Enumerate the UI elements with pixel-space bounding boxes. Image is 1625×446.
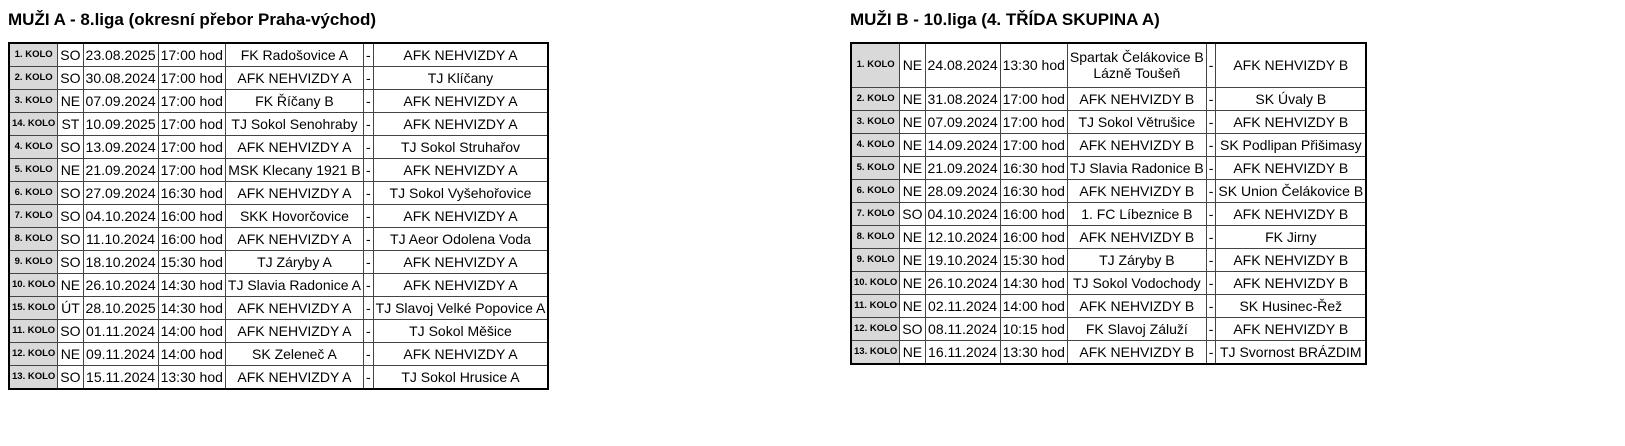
match-row: [851, 202, 1366, 225]
away-team-cell: AFK NEHVIZDY A: [373, 159, 548, 182]
match-row: [851, 271, 1366, 294]
home-team-cell: AFK NEHVIZDY A: [225, 320, 363, 343]
round-label: 9. KOLO: [851, 248, 900, 271]
home-team-cell: TJ Slavia Radonice A: [225, 274, 363, 297]
time-cell: 14:00 hod: [158, 343, 225, 366]
away-team-cell: AFK NEHVIZDY A: [373, 43, 548, 67]
round-label: 10. KOLO: [851, 271, 900, 294]
separator-cell: -: [363, 67, 373, 90]
day-cell: SO: [58, 205, 83, 228]
day-cell: NE: [900, 294, 925, 317]
home-team-cell: TJ Sokol Senohraby: [225, 113, 363, 136]
time-cell: 15:30 hod: [158, 251, 225, 274]
round-label: 12. KOLO: [9, 343, 58, 366]
day-cell: SO: [58, 366, 83, 390]
home-team-cell: TJ Záryby A: [225, 251, 363, 274]
separator-cell: -: [1206, 110, 1216, 133]
separator-cell: -: [1206, 317, 1216, 340]
separator-cell: -: [1206, 225, 1216, 248]
away-team-cell: AFK NEHVIZDY A: [373, 113, 548, 136]
time-cell: 16:30 hod: [158, 182, 225, 205]
day-cell: SO: [900, 317, 925, 340]
schedule-table-b: [850, 42, 1367, 365]
separator-cell: -: [363, 251, 373, 274]
day-cell: SO: [58, 228, 83, 251]
round-label: 5. KOLO: [9, 159, 58, 182]
day-cell: SO: [900, 202, 925, 225]
away-team-cell: SK Podlipan Přišimasy: [1216, 133, 1366, 156]
home-team-cell: TJ Záryby B: [1067, 248, 1206, 271]
away-team-cell: AFK NEHVIZDY A: [373, 274, 548, 297]
home-team-cell: FK Říčany B: [225, 90, 363, 113]
match-row: [851, 248, 1366, 271]
day-cell: SO: [58, 136, 83, 159]
round-label: 1. KOLO: [9, 43, 58, 67]
time-cell: 16:00 hod: [158, 205, 225, 228]
separator-cell: -: [363, 366, 373, 390]
home-team-cell: FK Radošovice A: [225, 43, 363, 67]
day-cell: NE: [900, 43, 925, 87]
time-cell: 16:30 hod: [1000, 156, 1067, 179]
day-cell: SO: [58, 251, 83, 274]
day-cell: SO: [58, 320, 83, 343]
day-cell: ÚT: [58, 297, 83, 320]
match-row: [851, 156, 1366, 179]
home-team-cell: [1067, 43, 1206, 87]
round-label: 11. KOLO: [851, 294, 900, 317]
time-cell: 13:30 hod: [158, 366, 225, 390]
separator-cell: -: [1206, 271, 1216, 294]
round-label: 2. KOLO: [851, 87, 900, 110]
home-team-line: Lázně Toušeň: [1093, 65, 1181, 82]
home-team-cell: AFK NEHVIZDY A: [225, 67, 363, 90]
time-cell: 17:00 hod: [1000, 110, 1067, 133]
day-cell: NE: [900, 179, 925, 202]
time-cell: 14:30 hod: [1000, 271, 1067, 294]
day-cell: NE: [900, 133, 925, 156]
time-cell: 15:30 hod: [1000, 248, 1067, 271]
date-cell: 07.09.2024: [925, 110, 1000, 133]
time-cell: 13:30 hod: [1000, 340, 1067, 364]
away-team-cell: TJ Sokol Hrusice A: [373, 366, 548, 390]
match-row: [851, 110, 1366, 133]
home-team-cell: AFK NEHVIZDY A: [225, 136, 363, 159]
home-team-cell: MSK Klecany 1921 B: [225, 159, 363, 182]
date-cell: 21.09.2024: [83, 159, 158, 182]
time-cell: 14:00 hod: [1000, 294, 1067, 317]
time-cell: 13:30 hod: [1000, 43, 1067, 87]
match-row: [9, 90, 548, 113]
match-row: [9, 251, 548, 274]
date-cell: 18.10.2024: [83, 251, 158, 274]
separator-cell: -: [363, 43, 373, 67]
day-cell: NE: [58, 90, 83, 113]
separator-cell: -: [363, 113, 373, 136]
away-team-cell: TJ Sokol Struhařov: [373, 136, 548, 159]
date-cell: 16.11.2024: [925, 340, 1000, 364]
separator-cell: -: [1206, 179, 1216, 202]
time-cell: 10:15 hod: [1000, 317, 1067, 340]
home-team-cell: AFK NEHVIZDY B: [1067, 179, 1206, 202]
away-team-cell: TJ Slavoj Velké Popovice A: [373, 297, 548, 320]
away-team-cell: TJ Sokol Měšice: [373, 320, 548, 343]
date-cell: 24.08.2024: [925, 43, 1000, 87]
date-cell: 04.10.2024: [83, 205, 158, 228]
home-team-line: Spartak Čelákovice B: [1069, 49, 1204, 66]
time-cell: 17:00 hod: [158, 113, 225, 136]
day-cell: NE: [900, 225, 925, 248]
date-cell: 02.11.2024: [925, 294, 1000, 317]
away-team-cell: AFK NEHVIZDY A: [373, 205, 548, 228]
separator-cell: -: [1206, 87, 1216, 110]
away-team-cell: TJ Svornost BRÁZDIM: [1216, 340, 1366, 364]
date-cell: 04.10.2024: [925, 202, 1000, 225]
round-label: 9. KOLO: [9, 251, 58, 274]
round-label: 2. KOLO: [9, 67, 58, 90]
round-label: 3. KOLO: [851, 110, 900, 133]
round-label: 8. KOLO: [851, 225, 900, 248]
away-team-cell: AFK NEHVIZDY A: [373, 343, 548, 366]
day-cell: NE: [900, 340, 925, 364]
separator-cell: -: [363, 274, 373, 297]
time-cell: 16:30 hod: [1000, 179, 1067, 202]
match-row: [851, 294, 1366, 317]
round-label: 5. KOLO: [851, 156, 900, 179]
day-cell: NE: [900, 248, 925, 271]
away-team-cell: AFK NEHVIZDY B: [1216, 248, 1366, 271]
round-label: 6. KOLO: [9, 182, 58, 205]
home-team-cell: AFK NEHVIZDY B: [1067, 340, 1206, 364]
day-cell: NE: [900, 271, 925, 294]
away-team-cell: AFK NEHVIZDY B: [1216, 317, 1366, 340]
match-row: [851, 225, 1366, 248]
date-cell: 13.09.2024: [83, 136, 158, 159]
separator-cell: -: [1206, 43, 1216, 87]
match-row: [9, 297, 548, 320]
date-cell: 11.10.2024: [83, 228, 158, 251]
time-cell: 17:00 hod: [158, 67, 225, 90]
day-cell: NE: [900, 156, 925, 179]
home-team-cell: AFK NEHVIZDY B: [1067, 87, 1206, 110]
separator-cell: -: [363, 205, 373, 228]
match-row: [9, 113, 548, 136]
time-cell: 17:00 hod: [1000, 87, 1067, 110]
date-cell: 27.09.2024: [83, 182, 158, 205]
section-title-a: MUŽI A - 8.liga (okresní přebor Praha-východ): [8, 10, 377, 29]
date-cell: 01.11.2024: [83, 320, 158, 343]
match-row: [9, 136, 548, 159]
home-team-cell: TJ Sokol Větrušice: [1067, 110, 1206, 133]
home-team-cell: FK Slavoj Záluží: [1067, 317, 1206, 340]
match-row: [9, 228, 548, 251]
day-cell: SO: [58, 43, 83, 67]
away-team-cell: SK Úvaly B: [1216, 87, 1366, 110]
date-cell: 10.09.2025: [83, 113, 158, 136]
date-cell: 28.09.2024: [925, 179, 1000, 202]
separator-cell: -: [363, 159, 373, 182]
round-label: 10. KOLO: [9, 274, 58, 297]
date-cell: 15.11.2024: [83, 366, 158, 390]
separator-cell: -: [363, 343, 373, 366]
time-cell: 14:30 hod: [158, 297, 225, 320]
separator-cell: -: [1206, 340, 1216, 364]
day-cell: NE: [900, 110, 925, 133]
date-cell: 23.08.2025: [83, 43, 158, 67]
round-label: 13. KOLO: [851, 340, 900, 364]
time-cell: 16:00 hod: [1000, 202, 1067, 225]
round-label: 12. KOLO: [851, 317, 900, 340]
date-cell: 08.11.2024: [925, 317, 1000, 340]
time-cell: 14:30 hod: [158, 274, 225, 297]
away-team-cell: AFK NEHVIZDY A: [373, 90, 548, 113]
home-team-cell: AFK NEHVIZDY B: [1067, 294, 1206, 317]
round-label: 7. KOLO: [851, 202, 900, 225]
time-cell: 17:00 hod: [158, 136, 225, 159]
date-cell: 12.10.2024: [925, 225, 1000, 248]
home-team-cell: AFK NEHVIZDY B: [1067, 225, 1206, 248]
round-label: 15. KOLO: [9, 297, 58, 320]
home-team-cell: SK Zeleneč A: [225, 343, 363, 366]
time-cell: 16:00 hod: [158, 228, 225, 251]
section-title-b: MUŽI B - 10.liga (4. TŘÍDA SKUPINA A): [850, 10, 1160, 29]
match-row: [9, 43, 548, 67]
separator-cell: -: [363, 320, 373, 343]
date-cell: 28.10.2025: [83, 297, 158, 320]
day-cell: NE: [58, 343, 83, 366]
time-cell: 16:00 hod: [1000, 225, 1067, 248]
away-team-cell: TJ Sokol Vyšehořovice: [373, 182, 548, 205]
separator-cell: -: [363, 136, 373, 159]
round-label: 7. KOLO: [9, 205, 58, 228]
round-label: 3. KOLO: [9, 90, 58, 113]
day-cell: SO: [58, 182, 83, 205]
time-cell: 14:00 hod: [158, 320, 225, 343]
match-row: [9, 205, 548, 228]
match-row: [9, 159, 548, 182]
home-team-cell: 1. FC Líbeznice B: [1067, 202, 1206, 225]
date-cell: 26.10.2024: [83, 274, 158, 297]
schedule-body-b: [851, 43, 1366, 364]
round-label: 6. KOLO: [851, 179, 900, 202]
day-cell: SO: [58, 67, 83, 90]
away-team-cell: SK Union Čelákovice B: [1216, 179, 1366, 202]
time-cell: 17:00 hod: [158, 90, 225, 113]
separator-cell: -: [363, 228, 373, 251]
home-team-cell: AFK NEHVIZDY A: [225, 228, 363, 251]
separator-cell: -: [363, 297, 373, 320]
time-cell: 17:00 hod: [158, 159, 225, 182]
separator-cell: -: [1206, 202, 1216, 225]
date-cell: 21.09.2024: [925, 156, 1000, 179]
away-team-cell: AFK NEHVIZDY A: [373, 251, 548, 274]
schedule-body-a: [9, 43, 548, 389]
match-row: [851, 317, 1366, 340]
away-team-cell: AFK NEHVIZDY B: [1216, 43, 1366, 87]
date-cell: 30.08.2024: [83, 67, 158, 90]
date-cell: 14.09.2024: [925, 133, 1000, 156]
date-cell: 31.08.2024: [925, 87, 1000, 110]
round-label: 1. KOLO: [851, 43, 900, 87]
round-label: 8. KOLO: [9, 228, 58, 251]
away-team-cell: AFK NEHVIZDY B: [1216, 156, 1366, 179]
match-row: [9, 67, 548, 90]
home-team-cell: AFK NEHVIZDY A: [225, 366, 363, 390]
home-team-cell: TJ Slavia Radonice B: [1067, 156, 1206, 179]
round-label: 13. KOLO: [9, 366, 58, 390]
round-label: 4. KOLO: [851, 133, 900, 156]
round-label: 4. KOLO: [9, 136, 58, 159]
separator-cell: -: [1206, 294, 1216, 317]
away-team-cell: AFK NEHVIZDY B: [1216, 202, 1366, 225]
separator-cell: -: [363, 182, 373, 205]
round-label: 14. KOLO: [9, 113, 58, 136]
match-row: [851, 87, 1366, 110]
home-team-cell: TJ Sokol Vodochody: [1067, 271, 1206, 294]
match-row: [9, 366, 548, 390]
match-row: [9, 343, 548, 366]
date-cell: 09.11.2024: [83, 343, 158, 366]
schedule-table-a: [8, 42, 549, 390]
separator-cell: -: [1206, 248, 1216, 271]
time-cell: 17:00 hod: [1000, 133, 1067, 156]
match-row: [851, 179, 1366, 202]
match-row: [851, 43, 1366, 87]
home-team-cell: AFK NEHVIZDY A: [225, 182, 363, 205]
away-team-cell: SK Husinec-Řež: [1216, 294, 1366, 317]
date-cell: 07.09.2024: [83, 90, 158, 113]
day-cell: NE: [58, 274, 83, 297]
day-cell: NE: [58, 159, 83, 182]
date-cell: 19.10.2024: [925, 248, 1000, 271]
match-row: [851, 340, 1366, 364]
match-row: [9, 182, 548, 205]
match-row: [9, 274, 548, 297]
day-cell: NE: [900, 87, 925, 110]
separator-cell: -: [1206, 156, 1216, 179]
away-team-cell: TJ Aeor Odolena Voda: [373, 228, 548, 251]
home-team-cell: AFK NEHVIZDY A: [225, 297, 363, 320]
match-row: [9, 320, 548, 343]
match-row: [851, 133, 1366, 156]
away-team-cell: FK Jirny: [1216, 225, 1366, 248]
home-team-cell: AFK NEHVIZDY B: [1067, 133, 1206, 156]
separator-cell: -: [363, 90, 373, 113]
away-team-cell: AFK NEHVIZDY B: [1216, 110, 1366, 133]
separator-cell: -: [1206, 133, 1216, 156]
home-team-cell: SKK Hovorčovice: [225, 205, 363, 228]
away-team-cell: AFK NEHVIZDY B: [1216, 271, 1366, 294]
date-cell: 26.10.2024: [925, 271, 1000, 294]
day-cell: ST: [58, 113, 83, 136]
time-cell: 17:00 hod: [158, 43, 225, 67]
away-team-cell: TJ Klíčany: [373, 67, 548, 90]
round-label: 11. KOLO: [9, 320, 58, 343]
